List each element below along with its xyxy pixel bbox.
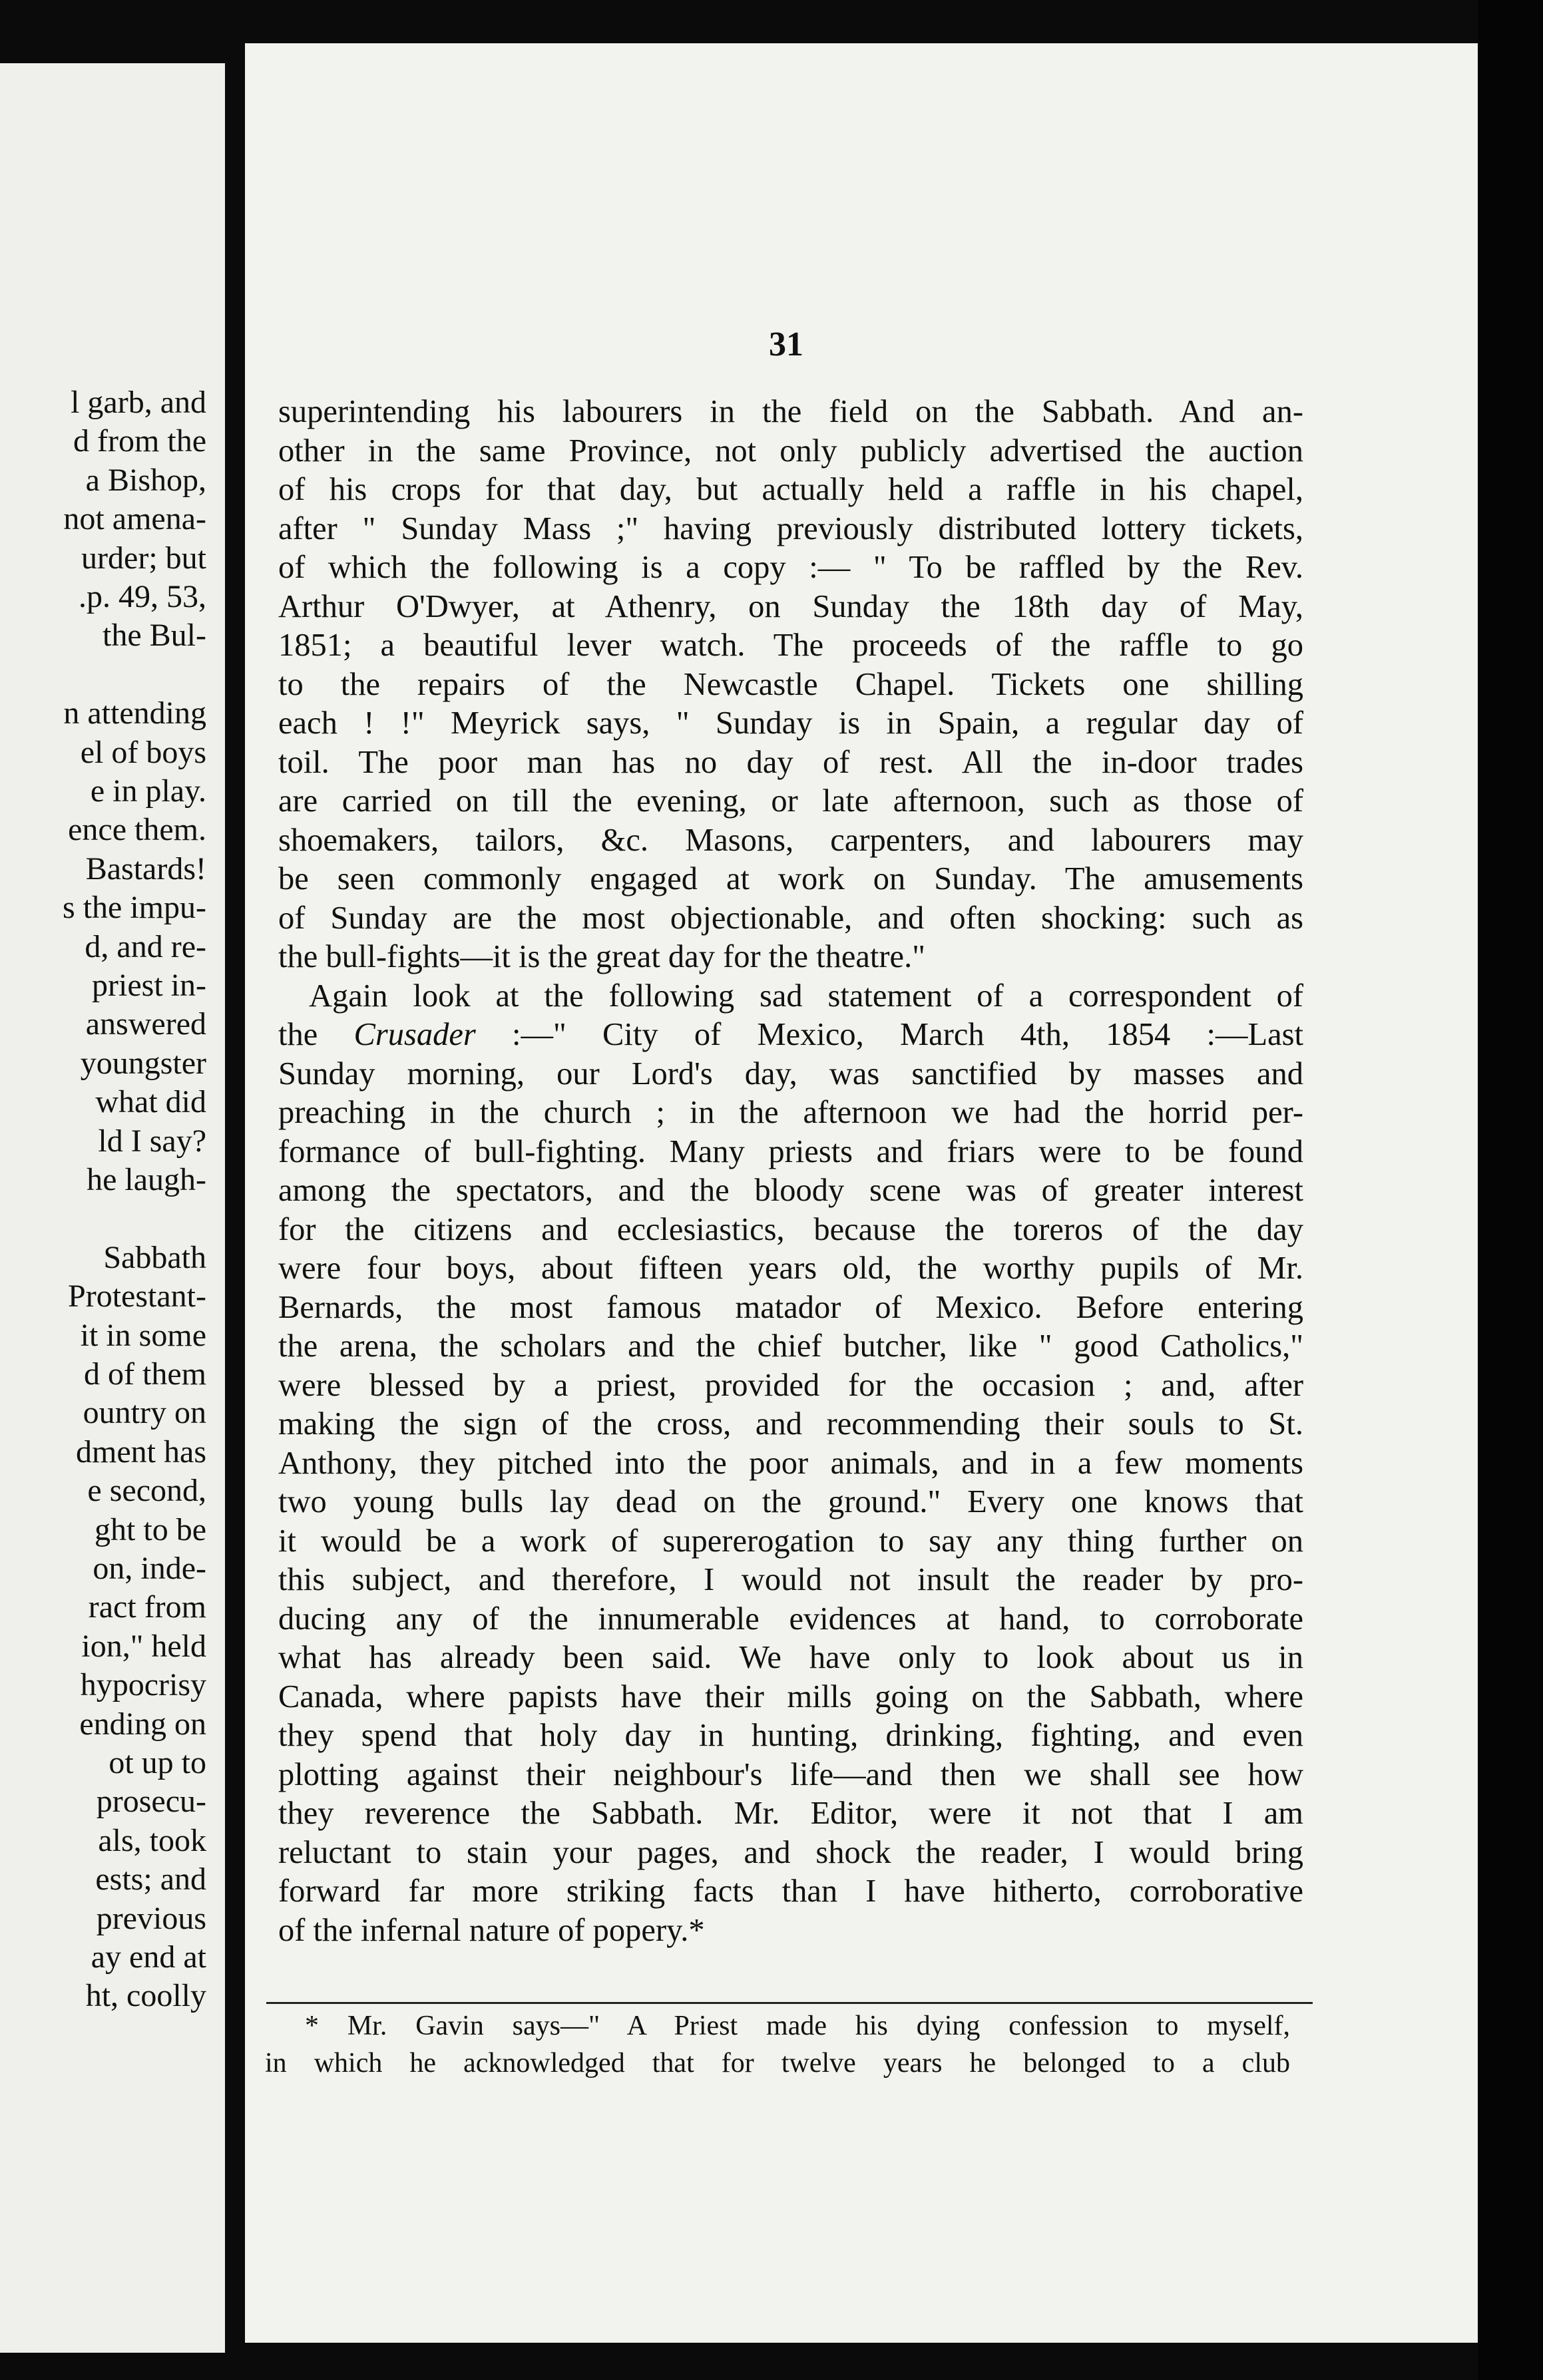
- body-line: the bull-fights—it is the great day for the theatre.": [278, 939, 925, 974]
- body-line: Sunday morning, our Lord's day, was sanctified by masses and: [278, 1056, 1303, 1091]
- body-line: toil. The poor man has no day of rest. All the in-door trades: [278, 744, 1303, 780]
- left-page-line: e second,: [87, 1473, 206, 1509]
- body-line: for the citizens and ecclesiastics, because the toreros of the day: [278, 1211, 1303, 1247]
- body-line: were blessed by a priest, provided for the occasion ; and, after: [278, 1367, 1303, 1403]
- left-page-line: Sabbath: [103, 1239, 206, 1275]
- body-line: Arthur O'Dwyer, at Athenry, on Sunday the 18th day of May,: [278, 588, 1303, 624]
- left-page-line: l garb, and: [71, 385, 206, 420]
- left-page-line: als, took: [98, 1822, 206, 1858]
- left-page-line: prosecu-: [96, 1784, 206, 1820]
- book-spine: [1478, 0, 1543, 2380]
- body-line: the arena, the scholars and the chief butcher, like " good Catholics,": [278, 1328, 1303, 1364]
- body-line: making the sign of the cross, and recommending their souls to St.: [278, 1406, 1303, 1442]
- left-page-line: ence them.: [68, 812, 206, 848]
- body-line: Bernards, the most famous matador of Mexico. Before entering: [278, 1289, 1303, 1325]
- body-line: of Sunday are the most objectionable, and often shocking: such as: [278, 900, 1303, 936]
- body-line: they reverence the Sabbath. Mr. Editor, were it not that I am: [278, 1796, 1303, 1831]
- left-page-line: s the impu-: [63, 890, 206, 926]
- body-line: after " Sunday Mass ;" having previously distributed lottery tickets,: [278, 510, 1303, 546]
- body-line: the Crusader :—" City of Mexico, March 4th, 1854 :—Last: [278, 1017, 1303, 1052]
- left-page-line: it in some: [80, 1317, 206, 1353]
- body-line: among the spectators, and the bloody scene was of greater interest: [278, 1173, 1303, 1208]
- body-line: forward far more striking facts than I have hitherto, corroborative: [278, 1874, 1303, 1909]
- body-line: to the repairs of the Newcastle Chapel. Tickets one shilling: [278, 666, 1303, 702]
- body-line: formance of bull-fighting. Many priests and friars were to be found: [278, 1133, 1303, 1169]
- left-page-line: Protestant-: [68, 1279, 206, 1314]
- body-line: superintending his labourers in the field on the Sabbath. And an-: [278, 394, 1303, 429]
- left-page-line: Bastards!: [85, 851, 206, 887]
- body-line: ducing any of the innumerable evidences at hand, to corroborate: [278, 1601, 1303, 1637]
- body-line: shoemakers, tailors, &c. Masons, carpenters, and labourers may: [278, 822, 1303, 858]
- body-line: of his crops for that day, but actually held a raffle in his chapel,: [278, 472, 1303, 507]
- left-page-line: d from the: [73, 423, 206, 459]
- body-line: 1851; a beautiful lever watch. The proceeds of the raffle to go: [278, 628, 1303, 663]
- left-page-line: ot up to: [109, 1745, 206, 1780]
- left-page-line: ght to be: [95, 1511, 206, 1547]
- left-page-line: youngster: [80, 1045, 206, 1081]
- body-line: what has already been said. We have only to look about us in: [278, 1640, 1303, 1675]
- body-line: each ! !" Meyrick says, " Sunday is in Spain, a regular day of: [278, 705, 1303, 741]
- body-line: Again look at the following sad statement of a correspondent of: [309, 978, 1303, 1014]
- body-line: were four boys, about fifteen years old, the worthy pupils of Mr.: [278, 1251, 1303, 1286]
- left-page-line: hypocrisy: [80, 1667, 206, 1703]
- left-page-line: d of them: [84, 1356, 206, 1392]
- body-line: of which the following is a copy :— " To be raffled by the Rev.: [278, 550, 1303, 585]
- left-page-line: ending on: [79, 1706, 206, 1742]
- left-page-line: ay end at: [91, 1939, 206, 1975]
- left-page-line: priest in-: [92, 968, 206, 1003]
- body-line: other in the same Province, not only publicly advertised the auction: [278, 433, 1303, 469]
- left-page-line: e in play.: [90, 773, 206, 809]
- footnote-rule: [266, 2002, 1313, 2004]
- left-page-line: urder; but: [81, 540, 206, 576]
- left-page-line: a Bishop,: [85, 462, 206, 498]
- footnote-line: in which he acknowledged that for twelve years he belonged to a club: [265, 2048, 1290, 2079]
- left-page-line: d, and re-: [85, 928, 206, 964]
- body-line: of the infernal nature of popery.*: [278, 1912, 705, 1948]
- body-line: preaching in the church ; in the afternoon we had the horrid per-: [278, 1095, 1303, 1130]
- body-line: two young bulls lay dead on the ground." Every one knows that: [278, 1484, 1303, 1519]
- body-line: plotting against their neighbour's life—and then we shall see how: [278, 1756, 1303, 1792]
- body-text: [278, 393, 1303, 1950]
- left-page-line: ountry on: [83, 1395, 206, 1431]
- left-page-line: .p. 49, 53,: [79, 579, 206, 614]
- periodical-title: Crusader: [353, 1017, 476, 1052]
- left-page-line: he laugh-: [87, 1162, 206, 1197]
- left-page-line: what did: [95, 1084, 206, 1120]
- left-page-line: answered: [85, 1006, 206, 1042]
- left-page-line: n attending: [63, 695, 206, 731]
- footnote-line: * Mr. Gavin says—" A Priest made his dying confession to myself,: [305, 2011, 1290, 2041]
- left-page-line: previous: [96, 1900, 206, 1936]
- left-page-line: not amena-: [63, 501, 206, 537]
- body-line: be seen commonly engaged at work on Sunday. The amusements: [278, 861, 1303, 896]
- left-page-line: ht, coolly: [85, 1978, 206, 2014]
- page-number: 31: [769, 325, 803, 363]
- body-line: are carried on till the evening, or late afternoon, such as those of: [278, 783, 1303, 819]
- left-page-line: ests; and: [95, 1862, 206, 1897]
- left-page-line: the Bul-: [103, 618, 206, 654]
- left-page-line: ract from: [88, 1589, 206, 1625]
- body-line: this subject, and therefore, I would not insult the reader by pro-: [278, 1562, 1303, 1597]
- body-line: Canada, where papists have their mills going on the Sabbath, where: [278, 1679, 1303, 1714]
- body-line: Anthony, they pitched into the poor animals, and in a few moments: [278, 1445, 1303, 1481]
- left-page-fragment: [0, 63, 225, 2353]
- body-line: it would be a work of supererogation to say any thing further on: [278, 1523, 1303, 1559]
- left-page-line: ion," held: [81, 1628, 206, 1664]
- left-page-line: on, inde-: [93, 1551, 206, 1586]
- footnote: [265, 2007, 1290, 2082]
- body-line: they spend that holy day in hunting, drinking, fighting, and even: [278, 1718, 1303, 1753]
- left-page-line: dment has: [76, 1434, 206, 1470]
- left-page-line: el of boys: [80, 734, 206, 770]
- body-line: reluctant to stain your pages, and shock the reader, I would bring: [278, 1834, 1303, 1870]
- left-page-line: ld I say?: [98, 1123, 206, 1159]
